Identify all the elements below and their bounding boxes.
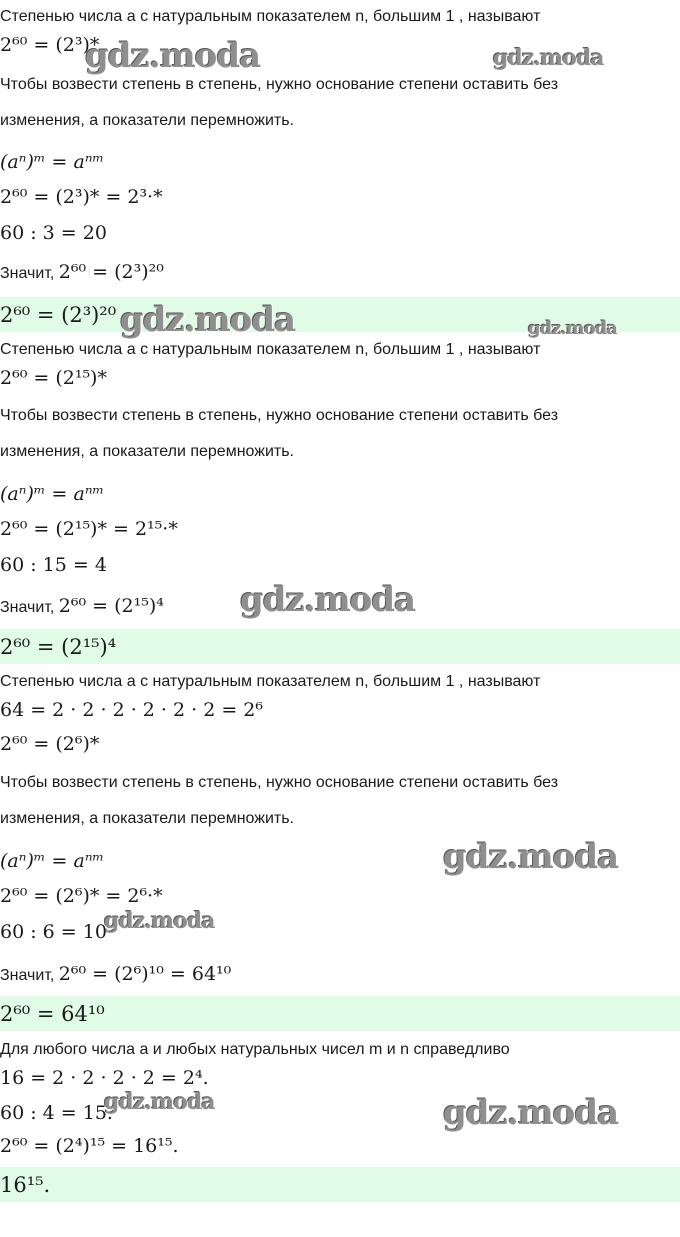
setup-formula: 2⁶⁰ = (2⁶)* xyxy=(0,733,100,755)
rule-formula: (aⁿ)ᵐ = aⁿᵐ xyxy=(0,483,105,505)
expand-formula: 2⁶⁰ = (2¹⁵)* = 2¹⁵·* xyxy=(0,518,178,540)
watermark-logo: gdz.moda xyxy=(104,908,215,934)
watermark-logo: gdz.moda xyxy=(493,45,604,71)
answer-formula: 2⁶⁰ = (2¹⁵)⁴ xyxy=(0,635,117,659)
definition-text: Степенью числа a с натуральным показателем n, большим 1 , называют xyxy=(0,8,541,25)
setup-formula: 2⁶⁰ = (2¹⁵)* xyxy=(0,367,107,389)
rule-text: изменения, а показатели перемножить. xyxy=(0,810,294,827)
division-formula: 60 : 15 = 4 xyxy=(0,554,107,576)
answer-formula: 2⁶⁰ = 64¹⁰ xyxy=(0,1002,105,1026)
division-formula: 60 : 6 = 10 xyxy=(0,921,107,943)
conclusion-formula: 2⁶⁰ = (2⁶)¹⁰ = 64¹⁰ xyxy=(58,963,232,985)
result-formula: 2⁶⁰ = (2⁴)¹⁵ = 16¹⁵. xyxy=(0,1135,179,1157)
watermark-logo: gdz.moda xyxy=(85,36,261,76)
expand-formula: 2⁶⁰ = (2³)* = 2³·* xyxy=(0,186,163,208)
answer-formula: 16¹⁵. xyxy=(0,1173,51,1197)
watermark-logo: gdz.moda xyxy=(104,1089,215,1115)
division-formula: 60 : 4 = 15. xyxy=(0,1102,113,1124)
answer-formula: 2⁶⁰ = (2³)²⁰ xyxy=(0,303,117,327)
watermark-logo: gdz.moda xyxy=(443,1093,619,1133)
division-formula: 60 : 3 = 20 xyxy=(0,222,107,244)
product-formula: 64 = 2 · 2 · 2 · 2 · 2 · 2 = 2⁶ xyxy=(0,699,264,721)
watermark-logo: gdz.moda xyxy=(443,837,619,877)
rule-text: изменения, а показатели перемножить. xyxy=(0,112,294,129)
setup-formula: 2⁶⁰ = (2³)* xyxy=(0,34,100,56)
conclusion-line xyxy=(0,963,231,986)
watermark-logo: gdz.moda xyxy=(120,300,296,340)
rule-formula: (aⁿ)ᵐ = aⁿᵐ xyxy=(0,151,105,173)
rule-text: Чтобы возвести степень в степень, нужно основание степени оставить без xyxy=(0,774,559,791)
rule-text: Чтобы возвести степень в степень, нужно основание степени оставить без xyxy=(0,407,559,424)
conclusion-formula: 2⁶⁰ = (2¹⁵)⁴ xyxy=(58,595,164,617)
answer-highlight xyxy=(0,1167,680,1202)
definition-text: Степенью числа a с натуральным показателем n, большим 1 , называют xyxy=(0,341,541,358)
rule-formula: (aⁿ)ᵐ = aⁿᵐ xyxy=(0,850,105,872)
conclusion-line xyxy=(0,261,164,284)
rule-text: изменения, а показатели перемножить. xyxy=(0,443,294,460)
rule-text: Чтобы возвести степень в степень, нужно основание степени оставить без xyxy=(0,76,559,93)
product-formula: 16 = 2 · 2 · 2 · 2 = 2⁴. xyxy=(0,1067,209,1089)
watermark-logo: gdz.moda xyxy=(240,580,416,620)
definition-text: Степенью числа a с натуральным показателем n, большим 1 , называют xyxy=(0,673,541,690)
conclusion-formula: 2⁶⁰ = (2³)²⁰ xyxy=(58,261,164,283)
conclusion-label: Значит, xyxy=(0,967,55,984)
watermark-logo: gdz.moda xyxy=(528,318,617,339)
conclusion-line xyxy=(0,595,164,618)
conclusion-label: Значит, xyxy=(0,265,55,282)
statement-text: Для любого числа a и любых натуральных чисел m и n справедливо xyxy=(0,1041,510,1058)
expand-formula: 2⁶⁰ = (2⁶)* = 2⁶·* xyxy=(0,885,163,907)
conclusion-label: Значит, xyxy=(0,599,55,616)
